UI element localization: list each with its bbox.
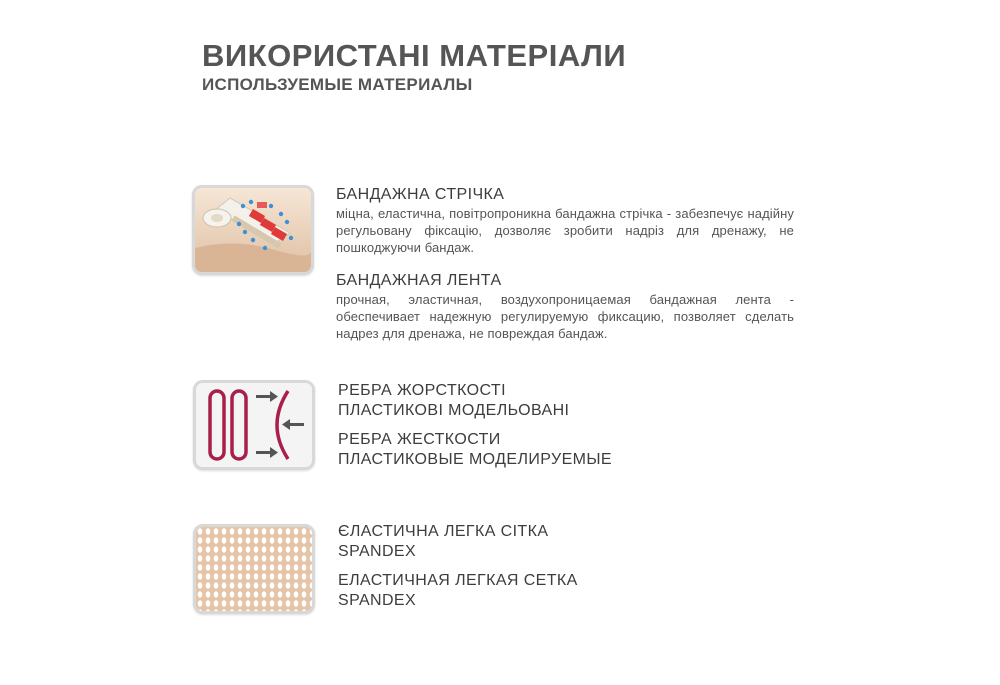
stiffening-ribs-uk-line1: РЕБРА ЖОРСТКОСТІ	[338, 382, 506, 399]
mesh-uk-line2: SPANDEX	[338, 543, 417, 560]
mesh-ru-line2: SPANDEX	[338, 592, 417, 609]
page-title: ВИКОРИСТАНІ МАТЕРІАЛИ	[202, 38, 627, 73]
stiffening-ribs-ru-line1: РЕБРА ЖЕСТКОСТИ	[338, 431, 501, 448]
bandage-tape-ru-description: прочная, эластичная, воздухопроницаемая бандажная лента - обеспечивает надежную регулируемую фиксацию, позволяет сделать надрез для дренажа, не повреждая бандаж.	[336, 292, 794, 341]
bandage-tape-uk-heading: БАНДАЖНА СТРІЧКА	[336, 186, 505, 203]
mesh-ru-line1: ЕЛАСТИЧНАЯ ЛЕГКАЯ СЕТКА	[338, 572, 578, 589]
bandage-tape-uk	[336, 185, 796, 256]
stiffening-ribs-icon	[193, 380, 315, 470]
page-subtitle: ИСПОЛЬЗУЕМЫЕ МАТЕРИАЛЫ	[202, 75, 473, 94]
stiffening-ribs-ru-line2: ПЛАСТИКОВЫЕ МОДЕЛИРУЕМЫЕ	[338, 451, 613, 468]
bandage-tape-ru	[336, 271, 796, 342]
bandage-tape-uk-description: міцна, еластична, повітропроникна бандажна стрічка - забезпечує надійну регульовану фіксацію, дозволяє зробити надріз для дренажу, не пошкоджуючи бандаж.	[336, 206, 794, 255]
mesh-ru	[338, 571, 798, 611]
mesh-uk-line1: ЄЛАСТИЧНА ЛЕГКА СІТКА	[338, 523, 549, 540]
bandage-tape-ru-heading: БАНДАЖНАЯ ЛЕНТА	[336, 272, 502, 289]
stiffening-ribs-uk-line2: ПЛАСТИКОВІ МОДЕЛЬОВАНІ	[338, 402, 570, 419]
mesh-uk	[338, 522, 798, 562]
mesh-texture-icon	[193, 524, 315, 614]
stiffening-ribs-uk	[338, 381, 798, 421]
stiffening-ribs-ru	[338, 430, 798, 470]
bandage-tape-illustration-icon	[192, 185, 314, 275]
